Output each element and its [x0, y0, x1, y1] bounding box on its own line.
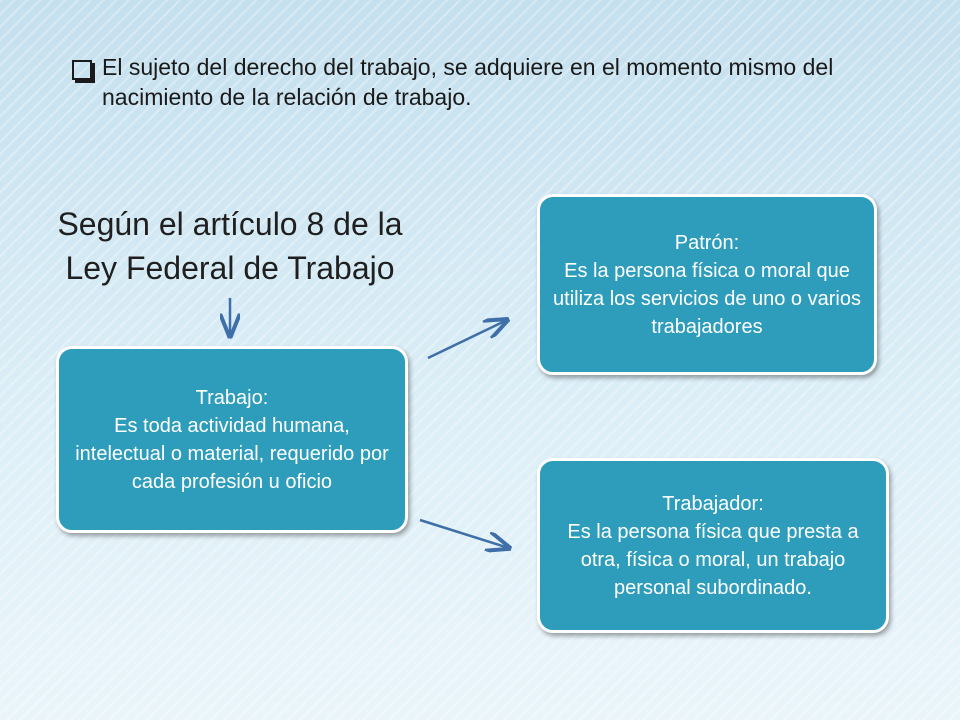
patron-box: [537, 194, 877, 375]
trabajo-box: [56, 346, 408, 533]
trabajador-box: [537, 458, 889, 633]
patron-title: Patrón:: [674, 231, 740, 254]
heading-line-2: Ley Federal de Trabajo: [65, 250, 395, 286]
patron-body: Es la persona física o moral que utiliza los servicios de uno o varios trabajadores: [553, 259, 861, 338]
intro-bullet: [72, 52, 912, 112]
arrow-to-trabajador-icon: [420, 520, 509, 548]
intro-text: El sujeto del derecho del trabajo, se adquiere en el momento mismo del nacimiento de la relación de trabajo.: [102, 54, 834, 110]
trabajo-body: Es toda actividad humana, intelectual o material, requerido por cada profesión u oficio: [75, 414, 389, 493]
checkbox-bullet-icon: [72, 60, 92, 80]
diagram-heading: [18, 202, 442, 290]
heading-line-1: Según el artículo 8 de la: [57, 206, 403, 242]
trabajador-body: Es la persona física que presta a otra, física o moral, un trabajo personal subordinado.: [567, 520, 859, 599]
trabajador-title: Trabajador:: [662, 492, 764, 515]
arrow-to-patron-icon: [428, 320, 507, 358]
trabajo-title: Trabajo:: [195, 386, 269, 409]
